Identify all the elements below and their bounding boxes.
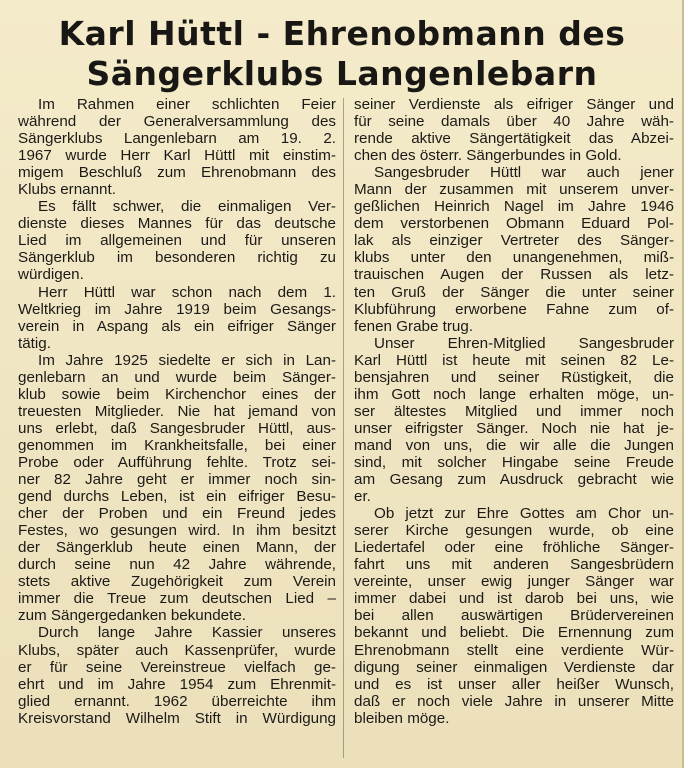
article-line: uns erlebt, daß Sangesbruder Hüttl, aus- — [18, 419, 336, 437]
article-line: Durch lange Jahre Kassier unseres — [38, 624, 336, 642]
article-line: bei allen auswärtigen Brüdervereinen — [354, 607, 674, 625]
article-line: Unser Ehren-Mitglied Sangesbruder — [374, 334, 674, 352]
article-line: er für seine Vereinstreue vielfach ge- — [18, 658, 336, 676]
article-line: dem verstorbenen Obmann Eduard Pol- — [354, 215, 674, 233]
article-line: 1967 wurde Herr Karl Hüttl mit einstim- — [18, 147, 336, 165]
article-line: während der Generalversammlung des — [18, 113, 336, 131]
article-line: Kreisvorstand Wilhelm Stift in Würdigung — [18, 709, 336, 727]
article-line: ehrt und im Jahre 1954 zum Ehrenmit- — [18, 675, 336, 693]
article-line: Klubs, später auch Kassenprüfer, wurde — [18, 641, 336, 659]
article-line: sind, mit solcher Hingabe seine Freude — [354, 453, 674, 471]
article-line: Karl Hüttl ist heute mit seinen 82 Le- — [354, 351, 674, 369]
article-line: immer die Treue zum deutschen Lied – — [18, 590, 336, 608]
article-line: migem Beschluß zum Ehrenobmann des — [18, 164, 336, 182]
article-line: geßlichen Heinrich Nagel im Jahre 1946 — [354, 198, 674, 216]
article-line: Probe oder Aufführung fehlte. Trotz sei- — [18, 453, 336, 471]
article-line: treuesten Mitglieder. Nie hat jemand von — [18, 402, 336, 420]
article-line: Ehrenobmann stellt eine verdiente Wür- — [354, 641, 674, 659]
article-line: durch seine nun 42 Jahre währende, — [18, 556, 336, 574]
article-line: Sangesbruder Hüttl war auch jener — [374, 164, 674, 182]
article-column-left — [18, 96, 336, 727]
article-line: bleiben möge. — [354, 709, 450, 727]
article-line: Ob jetzt zur Ehre Gottes am Chor un- — [374, 505, 674, 523]
article-line: der Sängerklub heute einen Mann, der — [18, 539, 336, 557]
article-line: Mann der zusammen mit unserem unver- — [354, 181, 674, 199]
article-line: lak als einziger Vertreter des Sänger- — [354, 232, 674, 250]
article-line: glied ernannt. 1962 überreichte ihm — [18, 692, 336, 710]
article-line: cher der Proben und ein Freund jedes — [18, 505, 336, 523]
article-line: daß er noch viele Jahre in unserer Mitte — [354, 692, 674, 710]
article-line: genlebarn an und wurde beim Sänger- — [18, 368, 336, 386]
article-line: serer Kirche gesungen wurde, ob eine — [354, 522, 674, 540]
article-line: trauischen Augen der Russen als letz- — [354, 266, 674, 284]
article-line: klub sowie beim Kirchenchor eines der — [18, 385, 336, 403]
article-line: genommen im Krankheitsfalle, bei einer — [18, 436, 336, 454]
article-column-right — [354, 96, 674, 727]
article-line: unser eifrigster Sänger. Noch nie hat je- — [354, 419, 674, 437]
article-line: Im Rahmen einer schlichten Feier — [38, 96, 336, 113]
article-line: zum Sängergedanken bekundete. — [18, 607, 246, 625]
article-line: Klubführung erworbene Fahne zum of- — [354, 300, 674, 318]
article-line: rende aktive Sängertätigkeit das Abzei- — [354, 130, 674, 148]
article-line: dienste dieses Mannes für das deutsche — [18, 215, 336, 233]
article-line: fahrt uns mit anderen Sangesbrüdern — [354, 556, 674, 574]
article-line: Liedertafel oder eine fröhliche Sänger- — [354, 539, 674, 557]
article-line: Im Jahre 1925 siedelte er sich in Lan- — [38, 351, 336, 369]
article-line: Sängerklubs Langenlebarn am 19. 2. — [18, 130, 336, 148]
article-line: bekannt und beliebt. Die Ernennung zum — [354, 624, 674, 642]
article-line: vereinte, unser ewig junger Sänger war — [354, 573, 674, 591]
article-line: Sängerklub im besonderen richtig zu — [18, 249, 336, 267]
article-line: tätig. — [18, 334, 51, 352]
article-line: gend durchs Leben, ist ein eifriger Besu- — [18, 488, 336, 506]
article-line: Klubs ernannt. — [18, 181, 116, 199]
article-line: ser ältestes Mitglied und immer noch — [354, 402, 674, 420]
article-line: chen des österr. Sängerbundes in Gold. — [354, 147, 622, 165]
article-line: ner 82 Jahre geht er immer noch sin- — [18, 471, 336, 489]
article-line: Lied im allgemeinen und für unseren — [18, 232, 336, 250]
article-line: Festes, wo gesungen wird. In ihm besitzt — [18, 522, 336, 540]
article-line: Herr Hüttl war schon nach dem 1. — [38, 283, 336, 301]
article-line: bensjahren und seiner Rüstigkeit, die — [354, 368, 674, 386]
column-divider — [343, 98, 344, 758]
article-line: stets aktive Zugehörigkeit zum Verein — [18, 573, 336, 591]
article-line: Weltkrieg im Jahre 1919 beim Gesangs- — [18, 300, 336, 318]
article-line: er. — [354, 488, 371, 506]
headline-line-2: Sängerklubs Langenlebarn — [86, 54, 598, 93]
article-line: ten Gruß der Sänger die unter seiner — [354, 283, 674, 301]
headline-line-1: Karl Hüttl - Ehrenobmann des — [58, 14, 626, 53]
article-line: verein in Aspang als ein eifriger Sänger — [18, 317, 336, 335]
article-line: für seine damals über 40 Jahre wäh- — [354, 113, 674, 131]
article-line: digung seiner einmaligen Verdienste dar — [354, 658, 674, 676]
article-line: klubs unter den unangenehmen, miß- — [354, 249, 674, 267]
article-line: und es ist unser aller heißer Wunsch, — [354, 675, 674, 693]
article-line: ihm Gott noch lange erhalten möge, un- — [354, 385, 674, 403]
article-line: Es fällt schwer, die einmaligen Ver- — [38, 198, 336, 216]
article-line: seiner Verdienste als eifriger Sänger und — [354, 96, 674, 113]
article-line: würdigen. — [18, 266, 84, 284]
article-line: mand von uns, die wir alle die Jungen — [354, 436, 674, 454]
article-line: immer dabei und ist darob bei uns, wie — [354, 590, 674, 608]
article-line: fenen Grabe trug. — [354, 317, 474, 335]
article-line: am Gesang zum Ausdruck gebracht wie — [354, 471, 674, 489]
